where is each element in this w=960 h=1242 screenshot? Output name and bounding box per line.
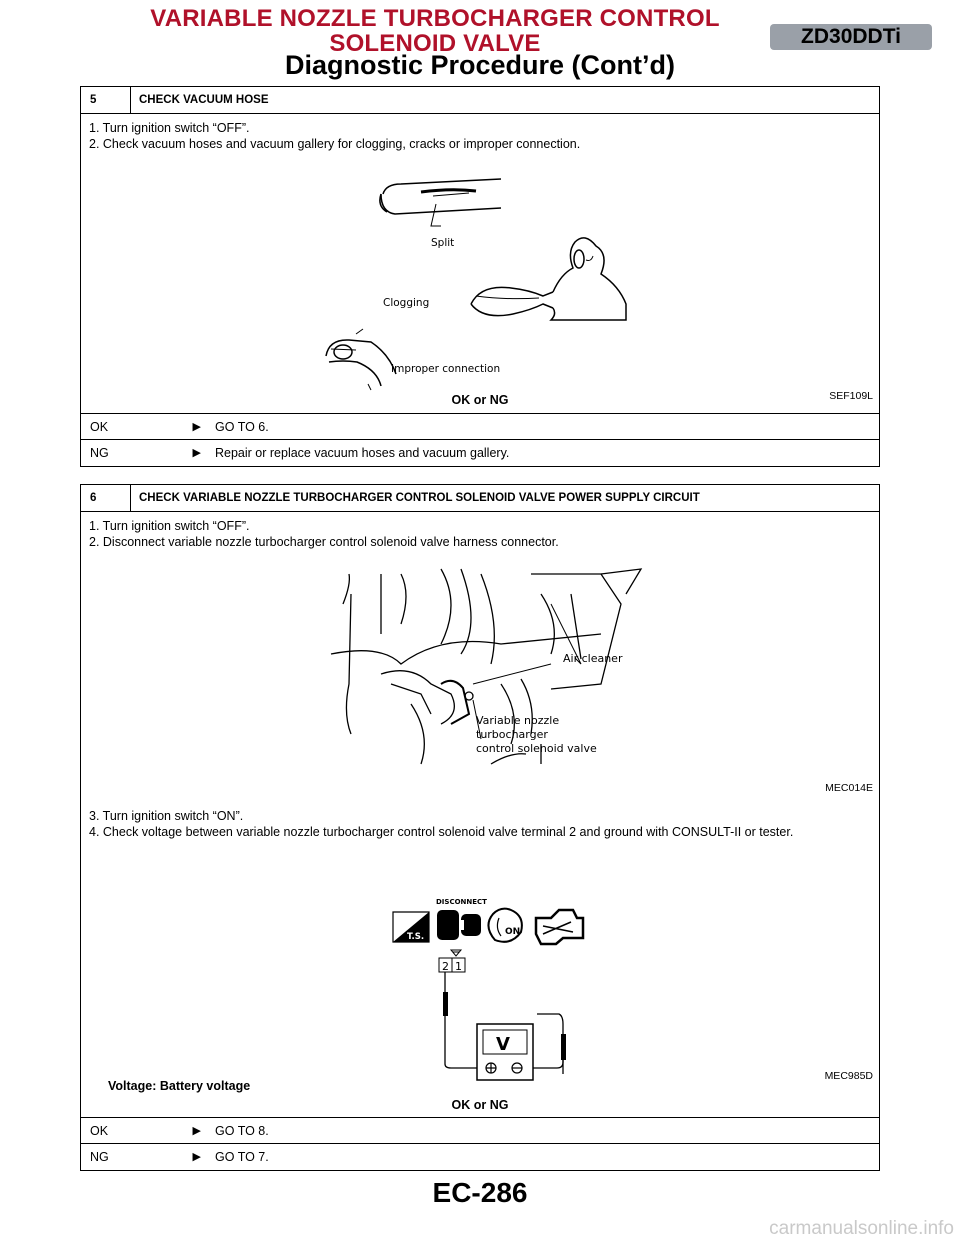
step-6-number: 6 (81, 485, 131, 511)
section-title-line2: SOLENOID VALVE (329, 30, 541, 57)
step-5-box (80, 86, 880, 467)
connector-symbol (439, 950, 465, 973)
step-5-result-ng-key: NG (90, 446, 109, 460)
section-title (90, 6, 780, 56)
test-probe-left (443, 992, 448, 1016)
step-6-instruction-3: 3. Turn ignition switch “ON”. (89, 809, 244, 823)
step-5-result-ng (81, 440, 879, 466)
page-subtitle: Diagnostic Procedure (Cont’d) (284, 50, 676, 80)
step-5-result-ok (81, 414, 879, 440)
engine-icon (536, 910, 583, 944)
step-6-result-ok-action: GO TO 8. (215, 1124, 269, 1138)
step-5-title: CHECK VACUUM HOSE (139, 94, 269, 106)
step-5-body (81, 114, 879, 414)
step-6-result-ng (81, 1144, 879, 1170)
step-6-result-ok-key: OK (90, 1124, 109, 1138)
step-5-instructions (81, 114, 879, 158)
step-6-result-ok (81, 1118, 879, 1144)
terminal-1-label: 1 (455, 960, 462, 973)
label-control-solenoid-valve: control solenoid valve (476, 742, 597, 755)
step-5-number: 5 (81, 87, 131, 113)
label-clogging: Clogging (383, 297, 430, 309)
disconnect-label: DISCONNECT (436, 898, 487, 906)
black-right-triangle-icon: ▶ (192, 447, 201, 459)
step-6-okng-heading: OK or NG (81, 1092, 879, 1118)
label-split: Split (431, 237, 455, 249)
step-5-result-ok-action: GO TO 6. (215, 420, 269, 434)
engine-badge: ZD30DDTi (770, 24, 932, 50)
figure-code-sef109l: SEF109L (829, 390, 873, 402)
black-right-triangle-icon: ▶ (192, 421, 201, 433)
step-5-instruction-1: 1. Turn ignition switch “OFF”. (89, 121, 250, 135)
disconnect-icon (436, 898, 487, 940)
step-5-header (81, 87, 879, 114)
solenoid-location-figure (81, 564, 881, 774)
step-5-result-ok-key: OK (90, 420, 109, 434)
on-label: ON (505, 927, 521, 937)
black-right-triangle-icon: ▶ (192, 1151, 201, 1163)
step-6-result-ng-key: NG (90, 1150, 109, 1164)
figure-code-mec014e: MEC014E (825, 782, 873, 794)
step-6-body (81, 512, 879, 1118)
step-6-instruction-4: 4. Check voltage between variable nozzle turbocharger control solenoid valve terminal 2 and ground with CONSULT-II or tester. (89, 825, 794, 839)
voltage-spec: Voltage: Battery voltage (108, 1079, 251, 1093)
step-6-instructions-b (81, 802, 881, 846)
label-improper-connection: Improper connection (391, 363, 501, 375)
step-6-instruction-1: 1. Turn ignition switch “OFF”. (89, 519, 250, 533)
vacuum-hose-illustration (81, 164, 881, 394)
step-6-header (81, 485, 879, 512)
voltmeter-icon (477, 1024, 533, 1080)
label-turbocharger: turbocharger (476, 728, 548, 741)
ts-icon (393, 912, 429, 942)
label-air-cleaner: Air cleaner (563, 652, 623, 665)
step-6-title: CHECK VARIABLE NOZZLE TURBOCHARGER CONTROL SOLENOID VALVE POWER SUPPLY CIRCUIT (139, 492, 700, 504)
voltmeter-label: V (496, 1034, 510, 1055)
voltage-check-figure (81, 882, 881, 1082)
terminal-2-label: 2 (442, 960, 449, 973)
section-title-line1: VARIABLE NOZZLE TURBOCHARGER CONTROL (150, 5, 720, 32)
step-5-okng-heading: OK or NG (81, 387, 879, 414)
ignition-key-icon (488, 909, 521, 942)
step-6-instruction-2: 2. Disconnect variable nozzle turbocharger control solenoid valve harness connector. (89, 535, 559, 549)
step-5-result-ng-action: Repair or replace vacuum hoses and vacuum gallery. (215, 446, 510, 460)
engine-bay-illustration (81, 564, 881, 774)
page-number: EC-286 (432, 1177, 528, 1208)
step-5-instruction-2: 2. Check vacuum hoses and vacuum gallery for clogging, cracks or improper connection. (89, 137, 581, 151)
figure-code-mec985d: MEC985D (824, 1070, 873, 1082)
step-6-result-ng-action: GO TO 7. (215, 1150, 269, 1164)
vacuum-hose-figure (81, 164, 881, 394)
ts-label: T.S. (407, 932, 425, 942)
step-6-box (80, 484, 880, 1171)
black-right-triangle-icon: ▶ (192, 1125, 201, 1137)
voltage-check-diagram (81, 882, 881, 1082)
watermark: carmanualsonline.info (769, 1218, 954, 1239)
step-6-instructions-a (81, 512, 879, 556)
label-variable-nozzle: Variable nozzle (476, 714, 560, 727)
test-probe-right (561, 1034, 566, 1060)
